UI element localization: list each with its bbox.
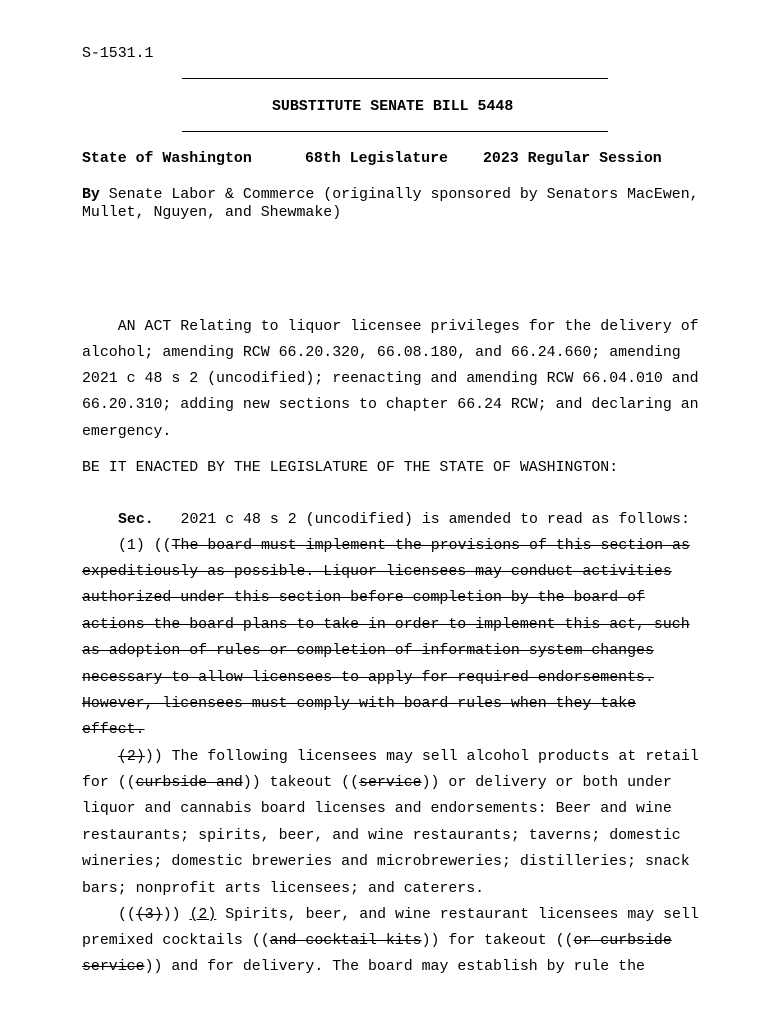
bill-code: S-1531.1 [82,46,154,62]
sponsors-line-1 [82,187,699,203]
legislature-label: 68th Legislature [305,151,448,167]
text: )) and for delivery. The board may establish by rule the [144,959,645,975]
paragraph-2-line [118,748,699,766]
act-line: 66.20.310; adding new sections to chapter 66.24 RCW; and declaring an [82,397,699,413]
text: )) for takeout (( [421,933,574,949]
title-rule [182,131,608,132]
p1-prefix: (1) (( [118,538,172,554]
text: Spirits, beer, and wine restaurant licensees may sell [216,907,699,923]
struck-text: curbside and [135,775,243,791]
paragraph-2-line: restaurants; spirits, beer, and wine restaurants; taverns; domestic [82,828,681,844]
struck-text: actions the board plans to take in order to implement this act, such [82,617,690,633]
enacting-clause: BE IT ENACTED BY THE LEGISLATURE OF THE STATE OF WASHINGTON: [82,460,619,476]
paragraph-1-line [82,695,636,713]
top-rule [182,78,608,79]
paragraph-3-line [118,906,699,924]
struck-text: service [82,959,145,975]
text: )) takeout (( [242,775,360,791]
paragraph-1-line [82,721,145,739]
paragraph-1-line [82,589,645,607]
new-number: (2) [189,907,217,923]
struck-number: (3) [135,907,163,923]
act-line: AN ACT Relating to liquor licensee privileges for the delivery of [82,319,699,335]
sponsors-text: Senate Labor & Commerce (originally sponsored by Senators MacEwen, [99,187,699,203]
struck-number: (2) [118,749,145,765]
text: )) [162,907,190,923]
p2-text: )) The following licensees may sell alcohol products at retail [144,749,699,765]
text: premixed cocktails (( [82,933,270,949]
act-line: alcohol; amending RCW 66.20.320, 66.08.180, and 66.24.660; amending [82,345,681,361]
struck-text: and cocktail kits [269,933,422,949]
paragraph-2-line: wineries; domestic breweries and microbreweries; distilleries; snack [82,854,690,870]
paragraph-1-line [82,669,654,687]
text: )) or delivery or both under [421,775,672,791]
sec-text: 2021 c 48 s 2 (uncodified) is amended to read as follows: [153,512,690,528]
bill-title: SUBSTITUTE SENATE BILL 5448 [272,99,514,115]
session-label: 2023 Regular Session [483,151,662,167]
by-label: By [82,187,100,203]
act-line: 2021 c 48 s 2 (uncodified); reenacting and amending RCW 66.04.010 and [82,371,699,387]
paragraph-3-line [82,932,672,950]
paragraph-1-line [118,537,690,555]
struck-text: as adoption of rules or completion of information system changes [82,643,654,659]
paragraph-1-line [82,616,690,634]
struck-text: The board must implement the provisions of this section as [171,538,690,554]
struck-text: However, licensees must comply with board rules when they take [82,696,637,712]
sec-label: Sec. [118,512,154,528]
section-heading [118,511,690,529]
struck-text: expeditiously as possible. Liquor licensees may conduct activities [82,564,672,580]
struck-text: effect. [82,722,145,738]
text: for (( [82,775,136,791]
paragraph-1-line [82,563,672,581]
struck-text: authorized under this section before completion by the board of [82,590,645,606]
struck-text: service [359,775,422,791]
sponsors-line-2: Mullet, Nguyen, and Shewmake) [82,205,342,221]
paragraph-2-line [82,774,672,792]
struck-text: necessary to allow licensees to apply for required endorsements. [82,670,654,686]
act-line: emergency. [82,424,172,440]
state-label: State of Washington [82,151,252,167]
paragraph-2-line: liquor and cannabis board licenses and endorsements: Beer and wine [82,801,672,817]
paragraph-2-line: bars; nonprofit arts licensees; and caterers. [82,881,485,897]
text: (( [118,907,136,923]
paragraph-3-line [82,958,645,976]
struck-text: or curbside [573,933,672,949]
paragraph-1-line [82,642,654,660]
